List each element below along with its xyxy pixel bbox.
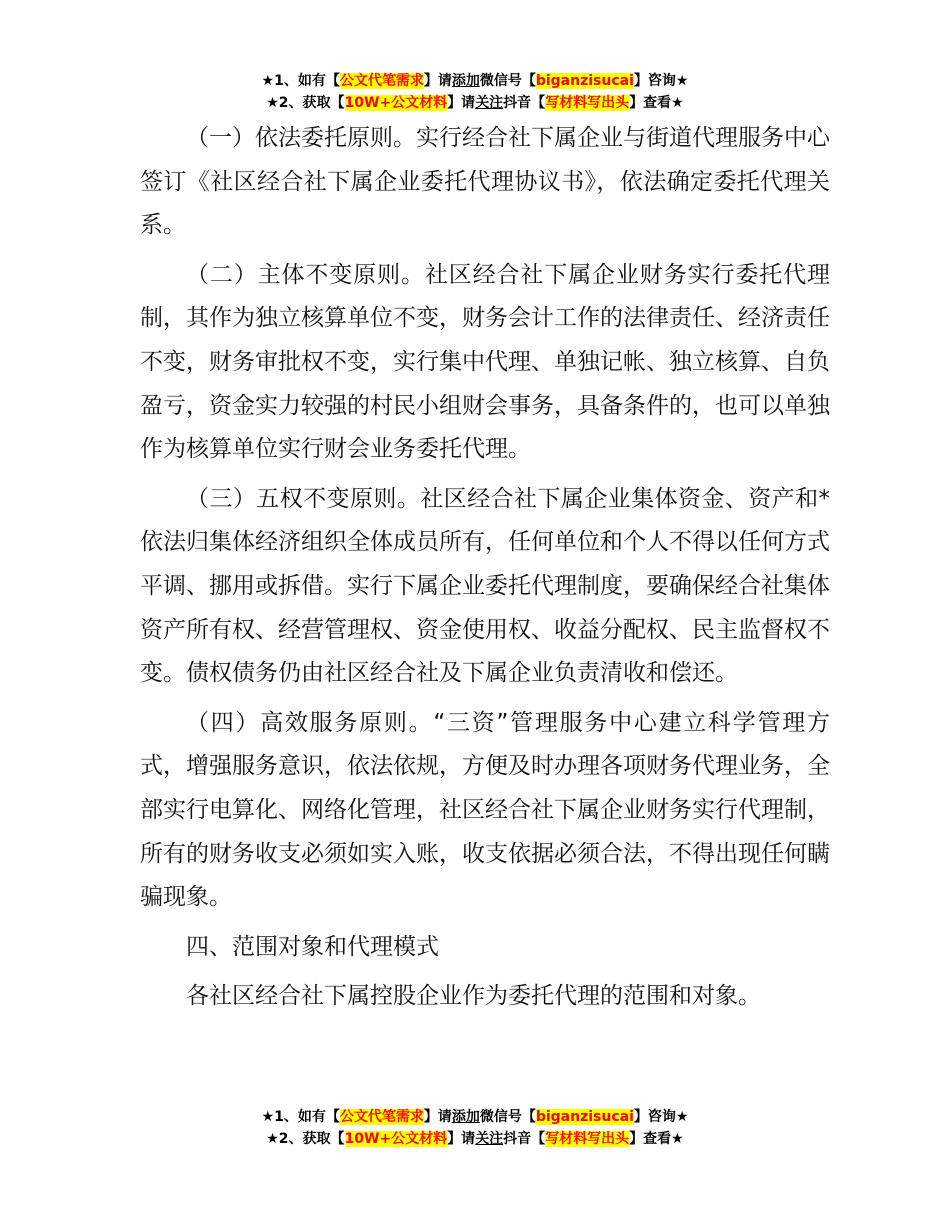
banner-text: 微信号【	[479, 1109, 536, 1125]
banner-text: 微信号【	[479, 73, 536, 89]
banner-text: 】请	[447, 1131, 476, 1147]
banner-highlight: 写材料写出头	[545, 95, 630, 111]
section-heading-scope: 四、范围对象和代理模式	[186, 933, 439, 960]
banner-text: 抖音【	[503, 1131, 546, 1147]
banner-text: 】请	[423, 1109, 452, 1125]
paragraph-scope: 各社区经合社下属控股企业作为委托代理的范围和对象。	[186, 983, 761, 1010]
banner-highlight: 公文代笔需求	[339, 73, 424, 89]
paragraph-principle-2: （二）主体不变原则。社区经合社下属企业财务实行委托代理制，其作为独立核算单位不变，财务会计工作的法律责任、经济责任不变，财务审批权不变，实行集中代理、单独记帐、独立核算、自负盈亏，资金实力较强的村民小组财会事务，具备条件的，也可以单独作为核算单位实行财会业务委托代理。	[140, 261, 830, 463]
banner-underline: 添加	[451, 73, 480, 89]
banner-text: 】咨询★	[633, 1109, 689, 1125]
footer-banner	[0, 1106, 950, 1150]
banner-highlight: 10W+公文材料	[344, 1131, 448, 1147]
banner-text: ★1、如有【	[261, 1109, 340, 1125]
header-banner	[0, 70, 950, 114]
banner-text: 】咨询★	[633, 73, 689, 89]
banner-line-1	[0, 70, 950, 92]
paragraph-principle-3: （三）五权不变原则。社区经合社下属企业集体资金、资产和*依法归集体经济组织全体成员所有，任何单位和个人不得以任何方式平调、挪用或拆借。实行下属企业委托代理制度，要确保经合社集体资产所有权、经营管理权、资金使用权、收益分配权、民主监督权不变。债权债务仍由社区经合社及下属企业负责清收和偿还。	[140, 485, 830, 687]
banner-underline: 添加	[451, 1109, 480, 1125]
banner-highlight: 公文代笔需求	[339, 1109, 424, 1125]
paragraph-principle-4: （四）高效服务原则。“三资”管理服务中心建立科学管理方式，增强服务意识，依法依规，方便及时办理各项财务代理业务，全部实行电算化、网络化管理，社区经合社下属企业财务实行代理制，所有的财务收支必须如实入账，收支依据必须合法，不得出现任何瞒骗现象。	[140, 709, 830, 911]
banner-text: 】查看★	[629, 95, 684, 111]
banner-text: 抖音【	[503, 95, 546, 111]
banner-underline: 关注	[475, 1131, 504, 1147]
banner-text: 】请	[423, 73, 452, 89]
paragraph-principle-1: （一）依法委托原则。实行经合社下属企业与街道代理服务中心签订《社区经合社下属企业委托代理协议书》，依法确定委托代理关系。	[140, 125, 830, 239]
document-body	[140, 117, 830, 1019]
banner-text: ★2、获取【	[266, 95, 345, 111]
banner-line-2	[0, 1128, 950, 1150]
banner-text: 】查看★	[629, 1131, 684, 1147]
banner-underline: 关注	[475, 95, 504, 111]
banner-line-1	[0, 1106, 950, 1128]
banner-text: ★1、如有【	[261, 73, 340, 89]
banner-line-2	[0, 92, 950, 114]
banner-highlight: biganzisucai	[535, 73, 634, 89]
banner-highlight: 10W+公文材料	[344, 95, 448, 111]
banner-text: 】请	[447, 95, 476, 111]
banner-highlight: biganzisucai	[535, 1109, 634, 1125]
banner-highlight: 写材料写出头	[545, 1131, 630, 1147]
banner-text: ★2、获取【	[266, 1131, 345, 1147]
